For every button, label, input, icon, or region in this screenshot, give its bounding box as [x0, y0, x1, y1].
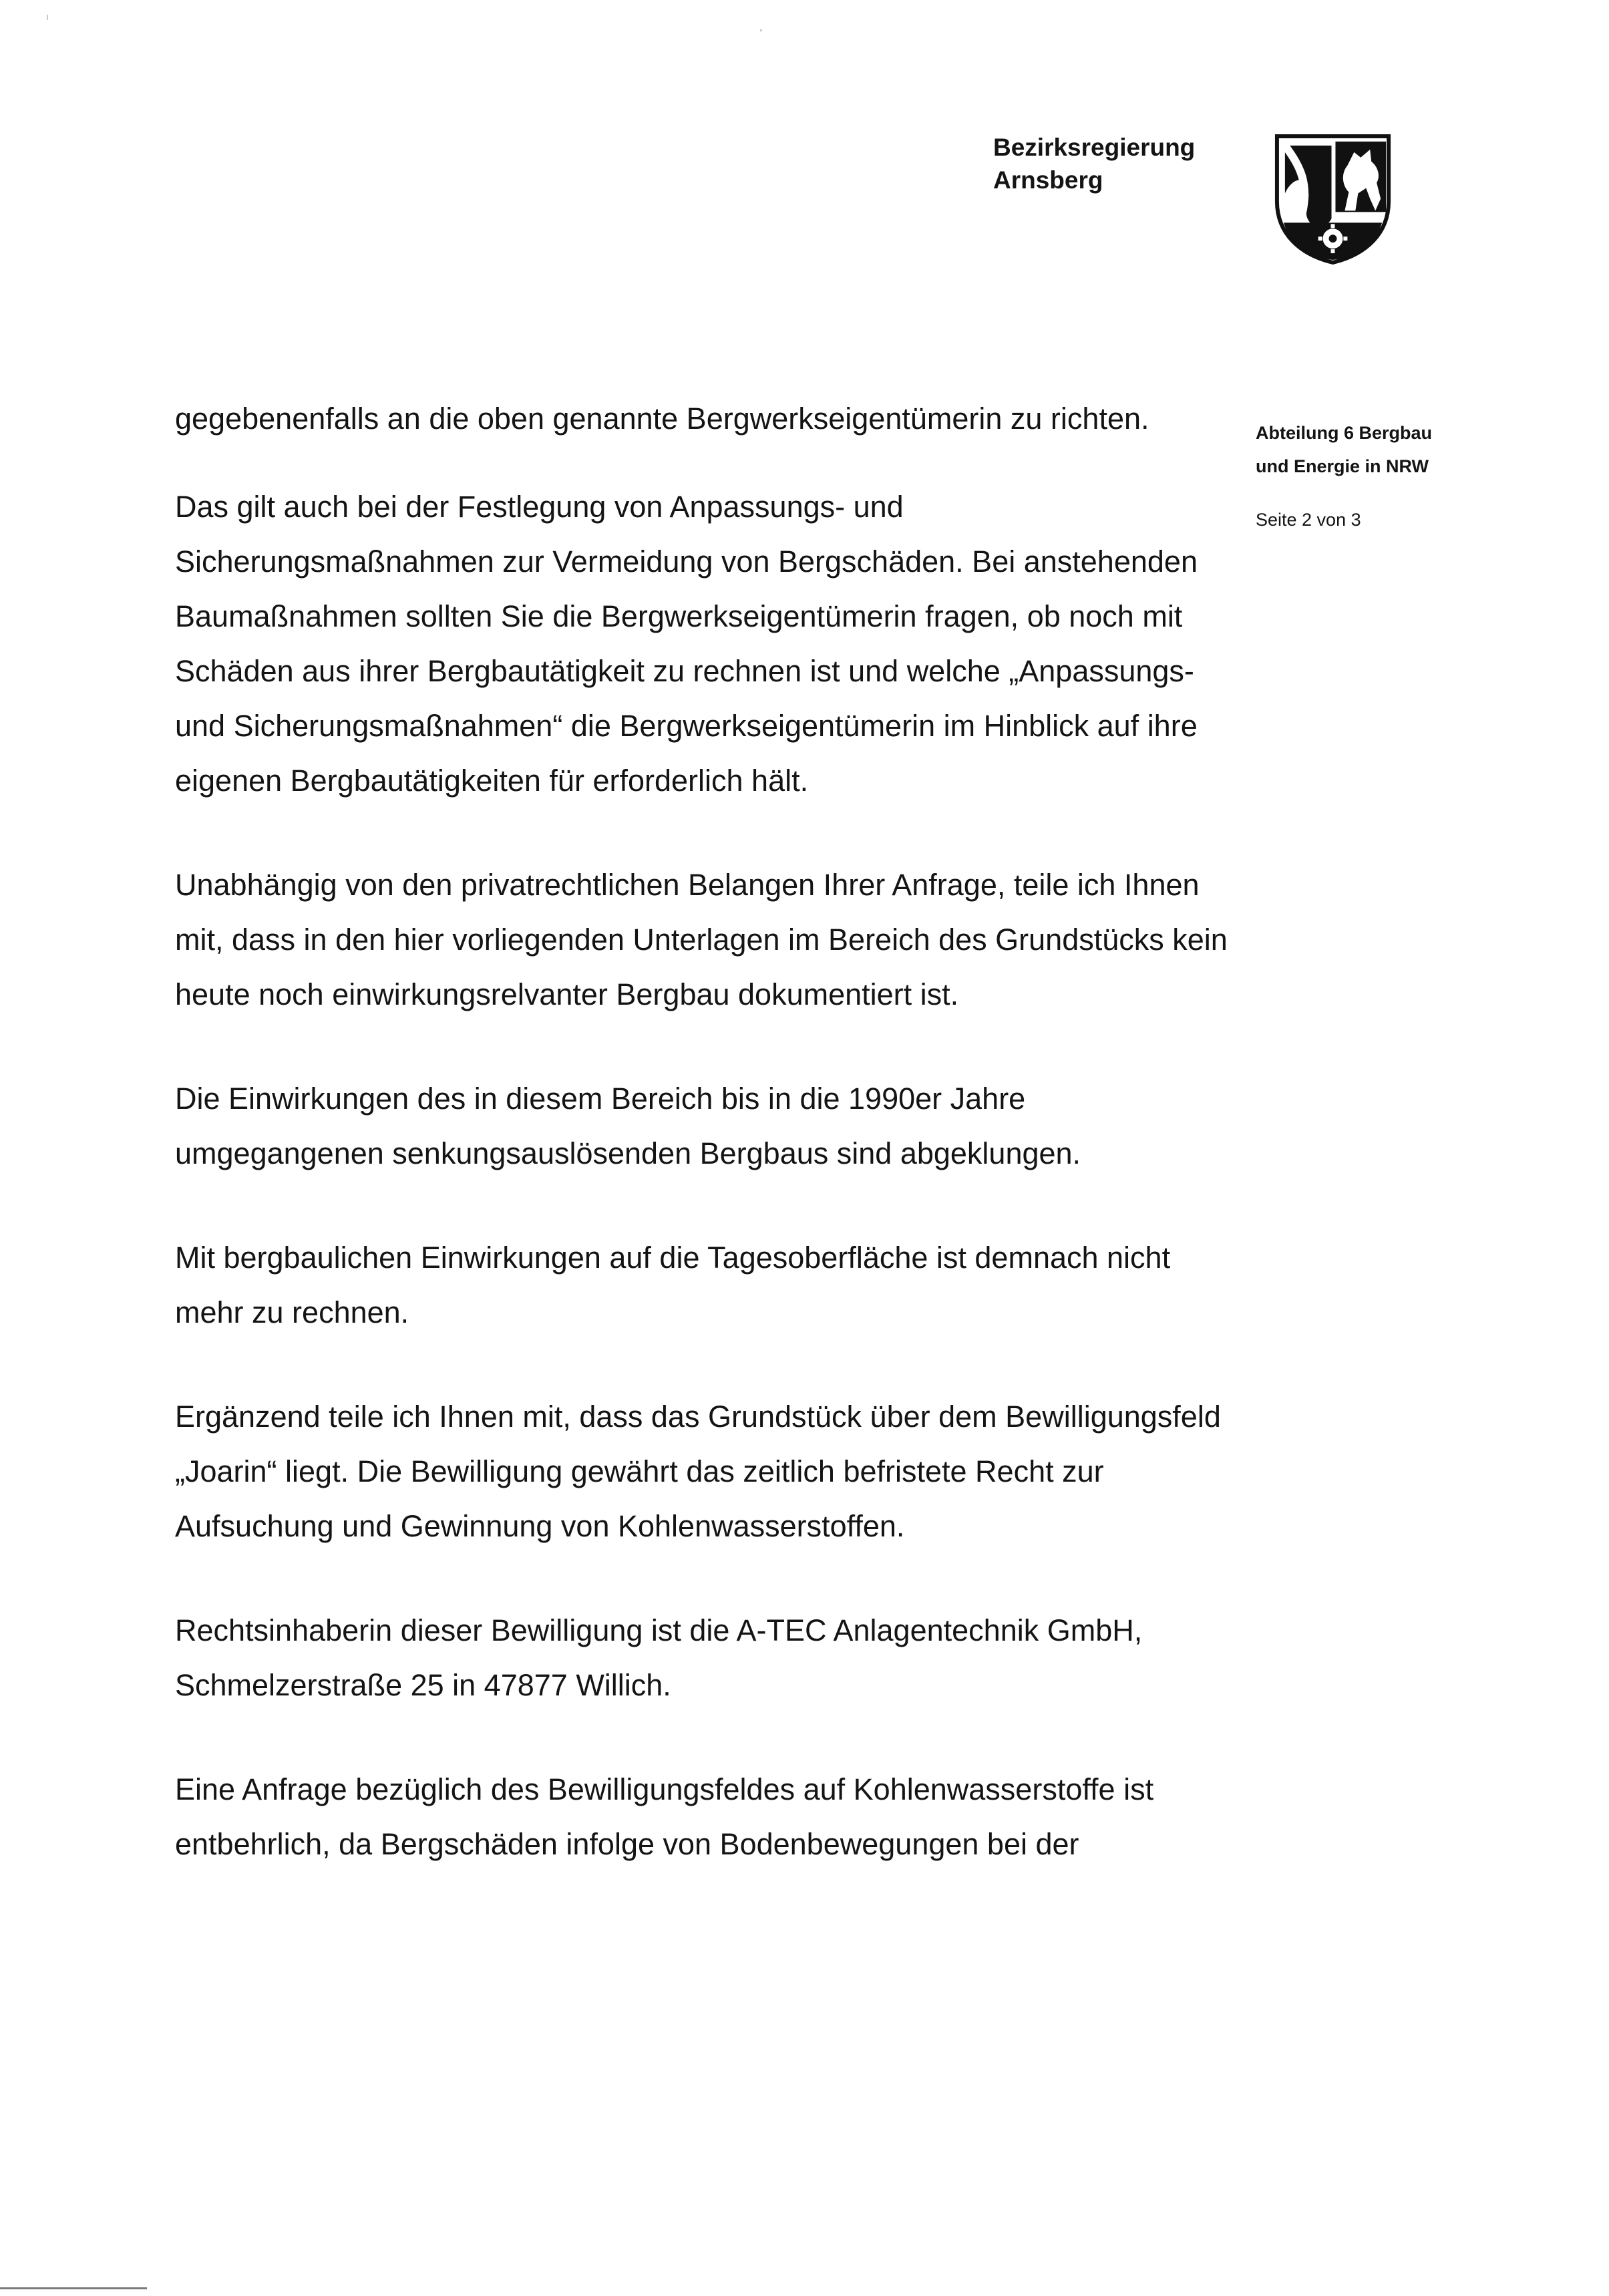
- authority-name: Bezirksregierung: [993, 134, 1196, 161]
- paragraph-6: Ergänzend teile ich Ihnen mit, dass das Grundstück über dem Bewilligungsfeld „Joarin“ liegt. Die Bewilligung gewährt das zeitlich befristete Recht zur Aufsuchung und Gewinnung von Kohlenwasserstoffen.: [175, 1400, 1221, 1543]
- scan-speck: [760, 29, 762, 31]
- letter-body: [175, 391, 1230, 1921]
- authority-city: Arnsberg: [993, 166, 1103, 194]
- scan-edge-line: [0, 2287, 147, 2289]
- paragraph-3: Unabhängig von den privatrechtlichen Belangen Ihrer Anfrage, teile ich Ihnen mit, dass in den hier vorliegenden Unterlagen im Bereich des Grundstücks kein heute noch einwirkungsrelvanter Bergbau dokumentiert ist.: [175, 868, 1228, 1011]
- paragraph-1: gegebenenfalls an die oben genannte Bergwerkseigentümerin zu richten.: [175, 401, 1149, 436]
- department-line-2: und Energie in NRW: [1256, 456, 1429, 476]
- paragraph-8: Eine Anfrage bezüglich des Bewilligungsfeldes auf Kohlenwasserstoffe ist entbehrlich, da Bergschäden infolge von Bodenbewegungen bei der: [175, 1772, 1154, 1861]
- issuing-authority: [993, 131, 1195, 196]
- paragraph-5: Mit bergbaulichen Einwirkungen auf die Tagesoberfläche ist demnach nicht mehr zu rechnen.: [175, 1241, 1171, 1329]
- nrw-coat-of-arms-icon: [1272, 132, 1393, 265]
- paragraph-2: Das gilt auch bei der Festlegung von Anpassungs- und Sicherungsmaßnahmen zur Vermeidung von Bergschäden. Bei anstehenden Baumaßnahmen sollten Sie die Bergwerkseigentümerin fragen, ob noch mit Schäden aus ihrer Bergbautätigkeit zu rechnen ist und welche „Anpassungs- und Sicherungsmaßnahmen“ die Bergwerkseigentümerin im Hinblick auf ihre eigenen Bergbautätigkeiten für erforderlich hält.: [175, 490, 1198, 798]
- scan-speck: [47, 15, 48, 20]
- sender-sidebar: [1256, 416, 1432, 532]
- paragraph-4: Die Einwirkungen des in diesem Bereich bis in die 1990er Jahre umgegangenen senkungsauslösenden Bergbaus sind abgeklungen.: [175, 1082, 1081, 1170]
- department-name: [1256, 416, 1432, 483]
- page-number: Seite 2 von 3: [1256, 510, 1361, 530]
- paragraph-7: Rechtsinhaberin dieser Bewilligung ist die A-TEC Anlagentechnik GmbH, Schmelzerstraße 25 in 47877 Willich.: [175, 1613, 1143, 1702]
- department-line-1: Abteilung 6 Bergbau: [1256, 423, 1433, 443]
